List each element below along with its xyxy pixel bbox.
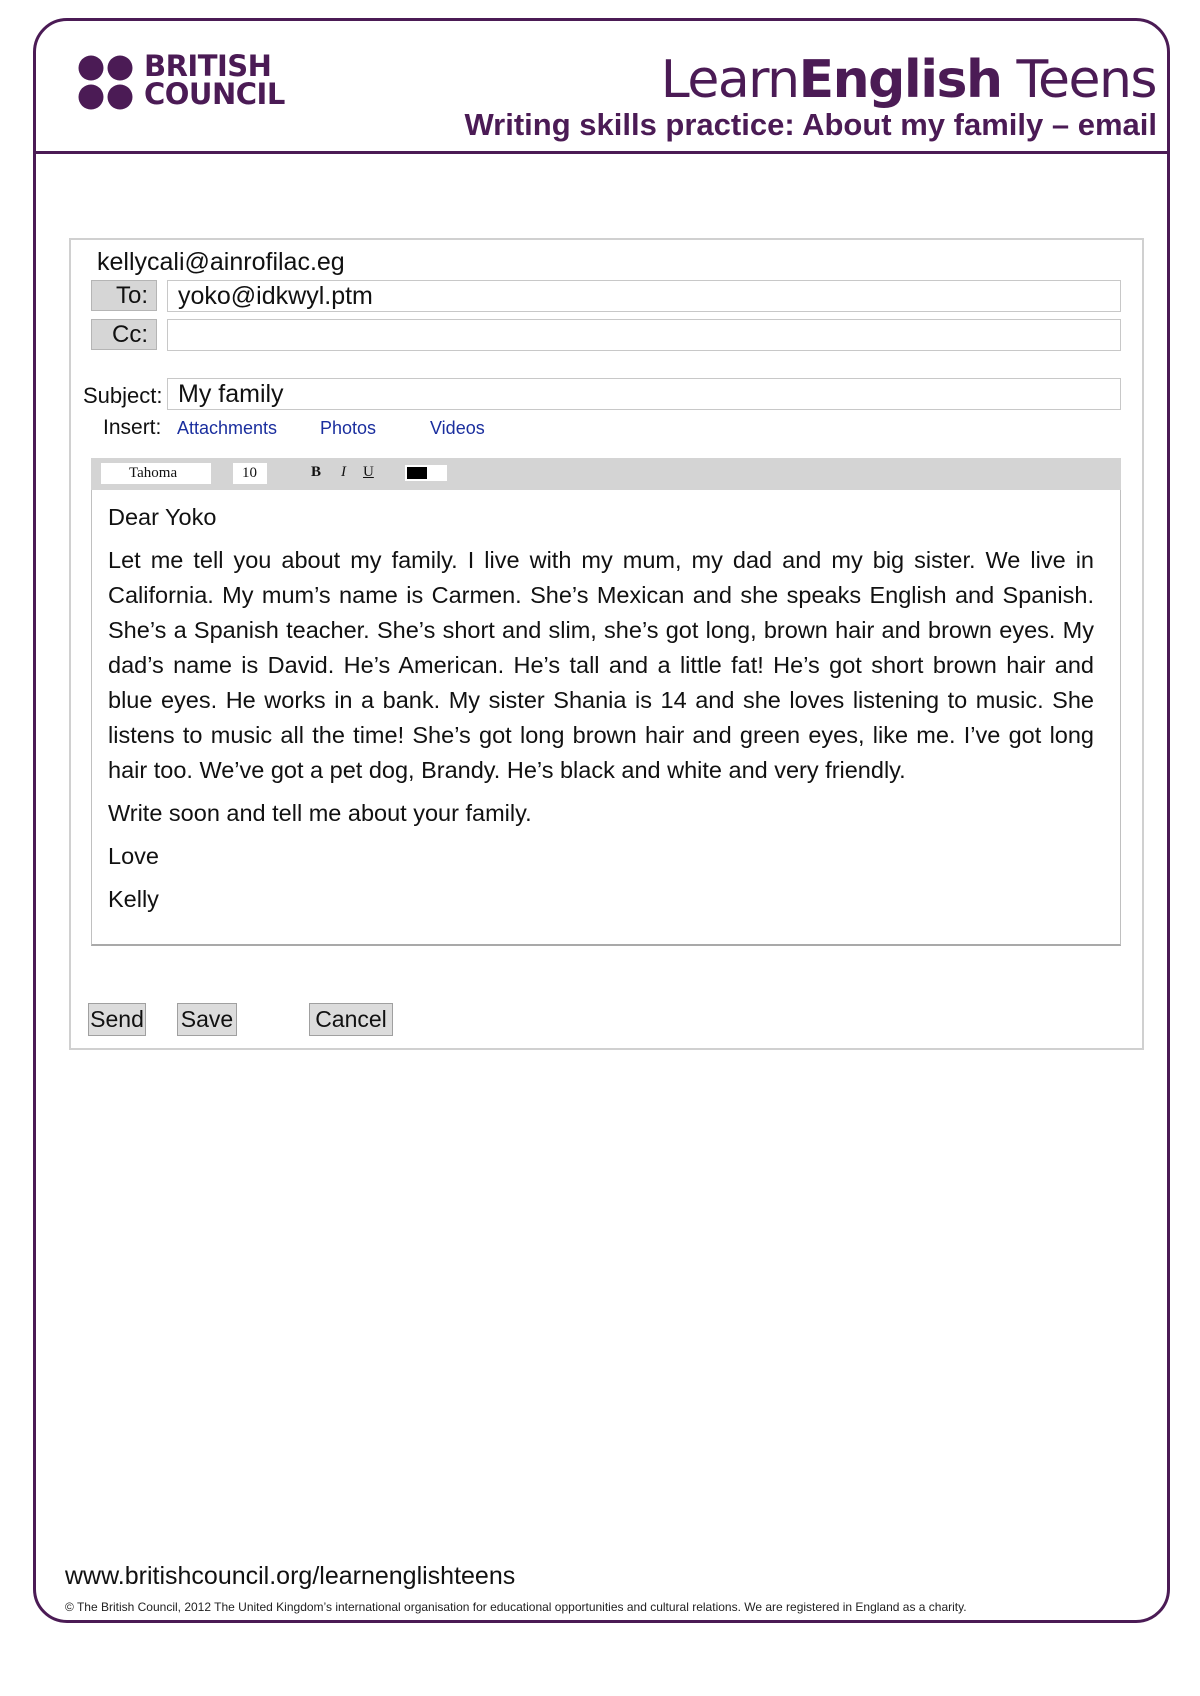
british-council-logo — [78, 49, 285, 114]
footer-legal-text: © The British Council, 2012 The United Kingdom’s international organisation for educational opportunities and cultural relations. We are registered in England as a charity. — [65, 1600, 967, 1614]
cc-field[interactable] — [167, 319, 1121, 351]
learnenglish-teens-title: LearnEnglish Teens — [660, 50, 1156, 110]
insert-videos-link[interactable]: Videos — [430, 418, 485, 438]
insert-attachments-link[interactable]: Attachments — [177, 418, 278, 438]
message-body-text — [108, 500, 1094, 917]
bold-button[interactable]: B — [311, 464, 322, 480]
email-compose-window — [69, 238, 1144, 1050]
signoff: Love — [108, 843, 159, 869]
subject-label: Subject: — [83, 383, 163, 408]
greeting: Dear Yoko — [108, 504, 217, 530]
from-address: kellycali@ainrofilac.eg — [97, 248, 345, 276]
formatting-toolbar — [91, 458, 1121, 490]
italic-button[interactable]: I — [341, 464, 346, 480]
cancel-button[interactable]: Cancel — [309, 1003, 393, 1036]
page-subtitle: Writing skills practice: About my family – email — [464, 107, 1157, 142]
signature: Kelly — [108, 886, 159, 912]
footer-url: www.britishcouncil.org/learnenglishteens — [65, 1562, 516, 1590]
send-button[interactable]: Send — [88, 1003, 146, 1036]
main-paragraph: Let me tell you about my family. I live with my mum, my dad and my big sister. We live in California. My mum’s name is Carmen. She’s Mexican and she speaks English and Spanish. She’s a Spanish teacher. She’s short and slim, she’s got long, brown hair and brown eyes. My dad’s name is David. He’s American. He’s tall and a little fat! He’s got short brown hair and blue eyes. He works in a bank. My sister Shania is 14 and she loves listening to music. She listens to music all the time! She’s got long brown hair and green eyes, like me. I’ve got long hair too. We’ve got a pet dog, Brandy. He’s black and white and very friendly. — [108, 547, 1094, 783]
text-color-swatch — [407, 467, 427, 479]
insert-label: Insert: — [103, 416, 162, 439]
cc-label: Cc: — [91, 319, 157, 350]
to-label: To: — [91, 280, 157, 311]
british-council-dots-icon — [78, 54, 136, 112]
font-family-select[interactable]: Tahoma — [101, 463, 211, 484]
to-field[interactable]: yoko@idkwyl.ptm — [167, 280, 1121, 312]
british-council-wordmark: BRITISH COUNCIL — [144, 49, 285, 111]
insert-photos-link[interactable]: Photos — [320, 418, 377, 438]
header-divider — [36, 151, 1167, 154]
closing-line: Write soon and tell me about your family. — [108, 800, 532, 826]
save-button[interactable]: Save — [177, 1003, 237, 1036]
subject-field[interactable]: My family — [167, 378, 1121, 410]
underline-button[interactable]: U — [363, 464, 374, 480]
text-color-picker[interactable] — [405, 465, 447, 481]
font-size-select[interactable]: 10 — [233, 463, 267, 484]
message-body-editor[interactable] — [91, 490, 1121, 946]
